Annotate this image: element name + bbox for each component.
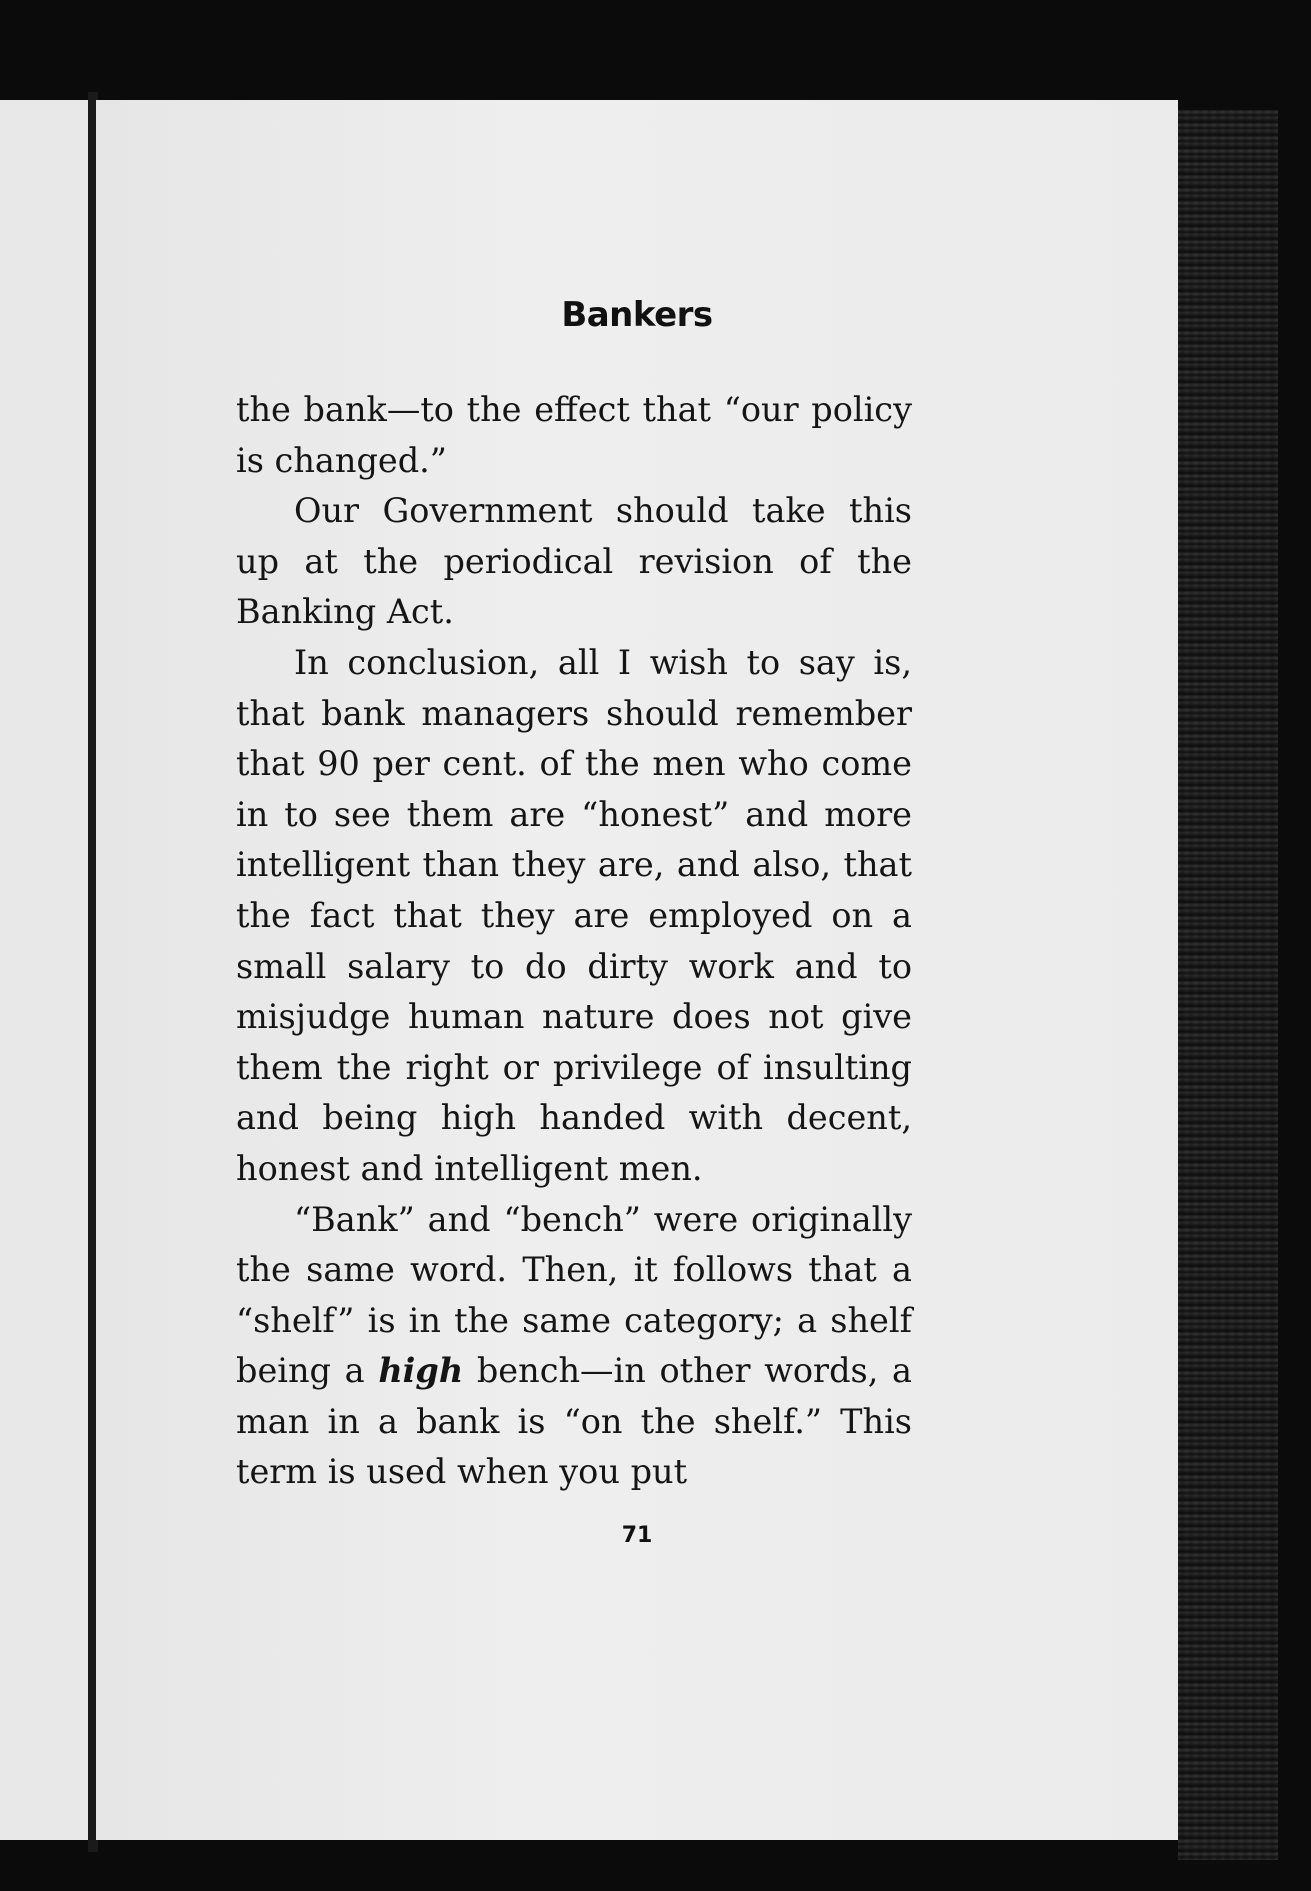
- paragraph: In conclusion, all I wish to say is, that bank managers should remember that 90 per cent. of the men who come in to see them are “honest” and more intelligent than they are, and also, that the fact that they are employed on a small salary to do dirty work and to misjudge human nature does not give them the right or privilege of insulting and being high handed with decent, honest and intelligent men.: [236, 642, 912, 1188]
- italic-word: high: [378, 1351, 464, 1391]
- facing-page-edge: [0, 100, 88, 1840]
- body-text: [236, 385, 912, 1498]
- page-stack-edge: [1178, 110, 1278, 1860]
- paragraph-last: [236, 1195, 912, 1499]
- text-run: “Bank” and “bench” were originally the same word. Then, it follows that a “shelf” is in the same category; a shelf being a: [236, 1199, 912, 1391]
- paragraph: the bank—to the effect that “our policy is changed.”: [236, 390, 912, 480]
- paragraph: Our Government should take this up at the periodical revision of the Banking Act.: [236, 491, 912, 632]
- page-number: 71: [621, 1523, 653, 1548]
- running-head: Bankers: [561, 295, 713, 335]
- text-run: bench—in other words, a man in a bank is “on the shelf.” This term is used when you put: [236, 1351, 912, 1492]
